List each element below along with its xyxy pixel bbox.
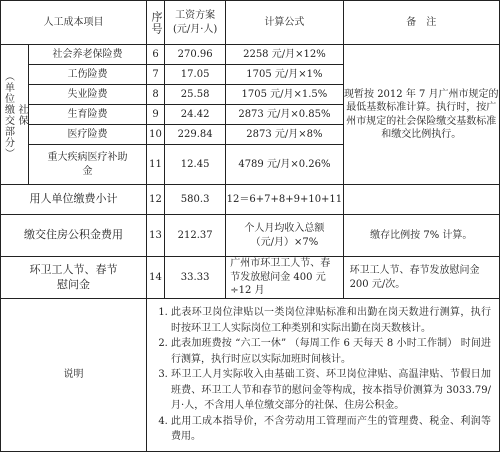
row-name: 工伤险费 [29, 65, 147, 85]
row-formula: 4789 元/月×0.26% [226, 145, 343, 185]
row-name: 社会养老保险费 [29, 45, 147, 65]
header-standard: 工资方案(元/月·人) [164, 1, 225, 45]
row-formula: 1705 元/月×1% [226, 65, 343, 85]
header-remark: 备 注 [343, 1, 499, 45]
explanation-list [147, 299, 500, 452]
row-value: 12.45 [164, 145, 225, 185]
row-formula: 2258 元/月×12% [226, 45, 343, 65]
subtotal-formula: 12＝6+7+8+9+10+11 [226, 185, 343, 215]
row-seq: 6 [147, 45, 165, 65]
row-name: 重大疾病医疗补助金 [29, 145, 147, 185]
row-value: 229.84 [164, 125, 225, 145]
row-seq: 10 [147, 125, 165, 145]
housing-seq: 13 [147, 215, 165, 257]
explanation-row [1, 299, 500, 452]
subtotal-name: 用人单位缴费小计 [1, 185, 147, 215]
subtotal-seq: 12 [147, 185, 165, 215]
bonus-formula: 广州市环卫工人节、春节发放慰问金 400 元÷12 月 [226, 257, 343, 299]
housing-name: 缴交住房公积金费用 [1, 215, 147, 257]
row-name: 生育险费 [29, 105, 147, 125]
subtotal-row [1, 185, 500, 215]
header-item: 人工成本项目 [1, 1, 147, 45]
row-formula: 2873 元/月×8% [226, 125, 343, 145]
subtotal-remark [343, 185, 499, 215]
row-seq: 7 [147, 65, 165, 85]
subtotal-value: 580.3 [164, 185, 225, 215]
social-remark: 现暂按 2012 年 7 月广州市规定的最低基数标准计算。执行时，按广州市规定的社会保险缴交基数标准和缴交比例执行。 [343, 45, 499, 185]
housing-formula: 个人月均收入总额（元/月）×7% [226, 215, 343, 257]
row-value: 25.58 [164, 85, 225, 105]
header-seq: 序号 [147, 1, 165, 45]
housing-value: 212.37 [164, 215, 225, 257]
table-header [1, 1, 500, 45]
row-formula: 2873 元/月×0.85% [226, 105, 343, 125]
housing-remark: 缴存比例按 7% 计算。 [343, 215, 499, 257]
explanation-item: 3. 环卫工人月实际收入由基础工资、环卫岗位津贴、高温津贴、节假日加班费、环卫工人节和春节的慰问金等构成，按本指导价测算为 3033.79/月·人，不含用人单位缴交部分的社保、住房公积金。 [171, 367, 491, 414]
row-formula: 1705 元/月×1.5% [226, 85, 343, 105]
bonus-remark: 环卫工人节、春节发放慰问金 200 元/次。 [343, 257, 499, 299]
row-name: 失业险费 [29, 85, 147, 105]
bonus-value: 33.33 [164, 257, 225, 299]
social-group-label: 社保 （单位缴交部分） [1, 45, 29, 185]
housing-row [1, 215, 500, 257]
table-row [1, 45, 500, 65]
explanation-item: 2. 此表加班费按 “六工一休” （每周工作 6 天每天 8 小时工作制） 时间进行测算，执行时应以实际加班时间核计。 [171, 336, 491, 367]
bonus-name: 环卫工人节、春节慰问金 [1, 257, 147, 299]
row-value: 24.42 [164, 105, 225, 125]
row-seq: 9 [147, 105, 165, 125]
explanation-label: 说明 [1, 299, 147, 452]
row-value: 270.96 [164, 45, 225, 65]
explanation-item: 4. 此用工成本指导价，不含劳动用工管理而产生的管理费、税金、利润等费用。 [171, 414, 491, 445]
row-seq: 8 [147, 85, 165, 105]
row-value: 17.05 [164, 65, 225, 85]
bonus-row [1, 257, 500, 299]
row-name: 医疗险费 [29, 125, 147, 145]
bonus-seq: 14 [147, 257, 165, 299]
explanation-item: 1. 此表环卫岗位津贴以一类岗位津贴标准和出勤在岗天数进行测算，执行时按环卫工人实际岗位工种类别和实际出勤在岗天数核计。 [171, 305, 491, 336]
row-seq: 11 [147, 145, 165, 185]
header-formula: 计算公式 [226, 1, 343, 45]
